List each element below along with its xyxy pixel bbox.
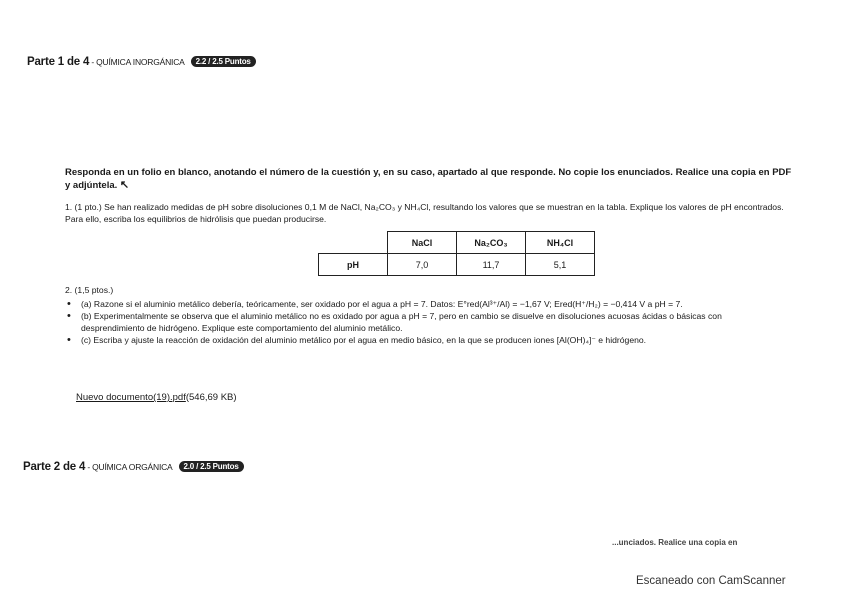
- table-corner: [319, 232, 388, 254]
- mouse-cursor-icon: ↖: [119, 179, 130, 191]
- part1-subject: - QUÍMICA INORGÁNICA: [89, 57, 185, 67]
- part2-header: [23, 461, 244, 473]
- table-cell-na2co3: 11,7: [457, 254, 526, 276]
- part1-header: [27, 56, 256, 68]
- list-item: [67, 310, 787, 334]
- question-2b: (b) Experimentalmente se observa que el aluminio metálico no es oxidado por agua a pH = 7, pero en cambio se disuelve en disoluciones acuosas ácidas o básicas con desprendimiento de hidrógeno. Explique este comportamiento del aluminio metálico.: [81, 311, 722, 333]
- attachment-link[interactable]: Nuevo documento(19).pdf: [76, 392, 186, 403]
- bullet-icon: •: [67, 310, 71, 322]
- ph-table: [318, 231, 595, 276]
- table-header-nacl: NaCl: [388, 232, 457, 254]
- table-header-row: [319, 232, 595, 254]
- bullet-icon: •: [67, 298, 71, 310]
- question-1: 1. (1 pto.) Se han realizado medidas de pH sobre disoluciones 0,1 M de NaCl, Na₂CO₃ y NH₄Cl, resultando los valores que se muestran en la tabla. Explique los valores de pH encontrados. Para ello, escriba los equilibrios de hidrólisis que puedan producirse.: [65, 202, 784, 224]
- bullet-icon: •: [67, 334, 71, 346]
- list-item: [67, 334, 787, 346]
- camscanner-watermark: Escaneado con CamScanner: [636, 575, 786, 587]
- part1-title: Parte 1 de 4: [27, 56, 90, 68]
- list-item: [67, 298, 787, 310]
- table-header-nh4cl: NH₄Cl: [526, 232, 595, 254]
- attachment-size: (546,69 KB): [185, 392, 237, 403]
- question-2-list: [67, 298, 787, 346]
- cut-off-instructions: ...unciados. Realice una copia en: [612, 538, 738, 547]
- table-cell-nacl: 7,0: [388, 254, 457, 276]
- table-row-label: pH: [319, 254, 388, 276]
- instructions: [65, 166, 795, 192]
- part2-title: Parte 2 de 4: [23, 461, 86, 473]
- table-row: [319, 254, 595, 276]
- question-2-title: 2. (1,5 ptos.): [65, 285, 114, 295]
- question-2a: (a) Razone si el aluminio metálico debería, teóricamente, ser oxidado por el agua a pH = 7. Datos: E°red(Al³⁺/Al) = −1,67 V; Ered(H⁺/H₂) = −0,414 V a pH = 7.: [81, 299, 683, 309]
- attachment: [76, 392, 237, 403]
- instructions-text: Responda en un folio en blanco, anotando el número de la cuestión y, en su caso, apartado al que responde. No copie los enunciados. Realice una copia en PDF y adjúntela.: [65, 167, 792, 191]
- table-cell-nh4cl: 5,1: [526, 254, 595, 276]
- question-2c: (c) Escriba y ajuste la reacción de oxidación del aluminio metálico por el agua en medio básico, en la que se producen iones [Al(OH)₄]⁻ e hidrógeno.: [81, 335, 647, 345]
- part2-score-badge: 2.0 / 2.5 Puntos: [179, 461, 244, 472]
- table-header-na2co3: Na₂CO₃: [457, 232, 526, 254]
- part2-subject: - QUÍMICA ORGÁNICA: [85, 462, 173, 472]
- part1-score-badge: 2.2 / 2.5 Puntos: [191, 56, 256, 67]
